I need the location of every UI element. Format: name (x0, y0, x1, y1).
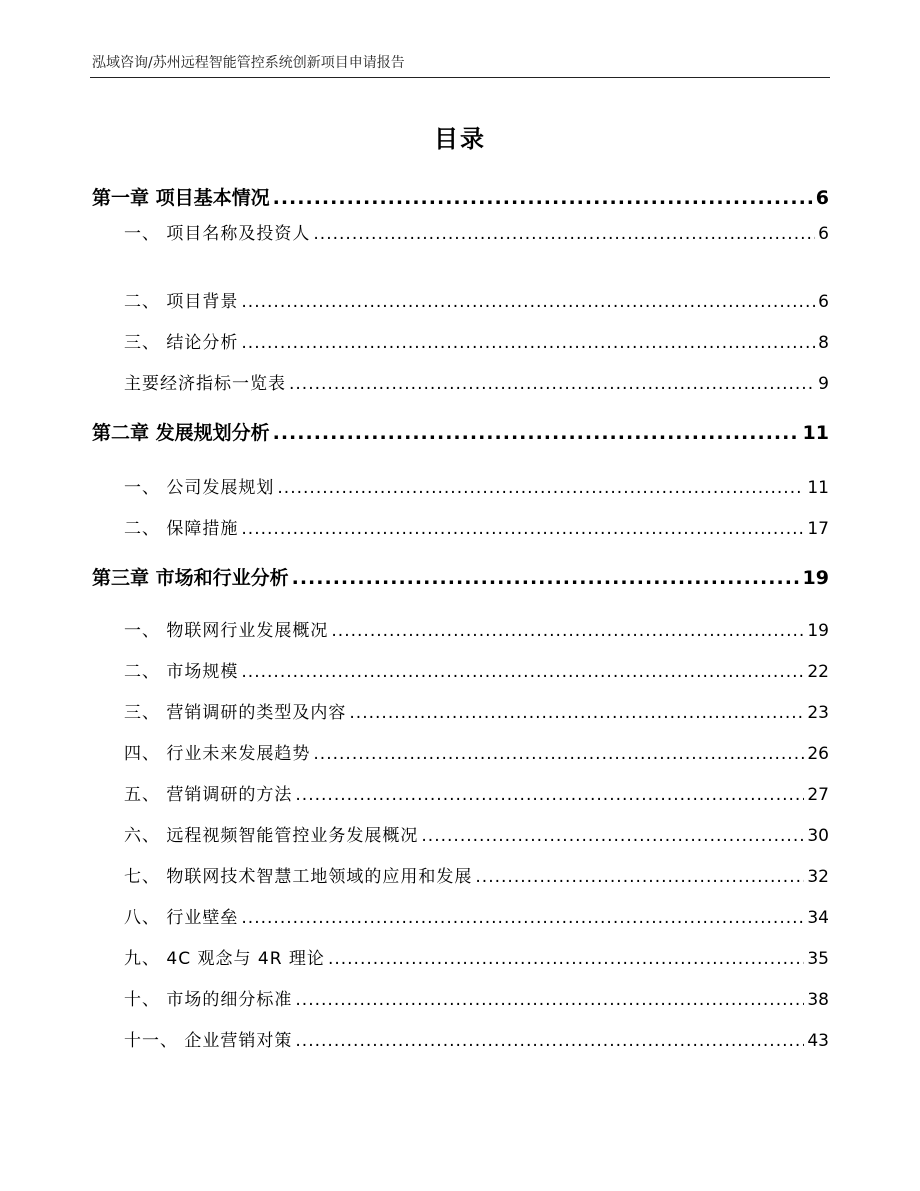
toc-dot-leader (331, 623, 804, 640)
toc-section-item[interactable] (124, 739, 829, 764)
toc-page-number: 43 (807, 1031, 829, 1051)
toc-dot-leader (295, 787, 804, 804)
toc-section-item[interactable] (124, 903, 829, 928)
toc-page-number: 17 (807, 519, 829, 539)
toc-page-number: 27 (807, 785, 829, 805)
toc-page-number: 19 (807, 621, 829, 641)
toc-page-number: 19 (802, 567, 829, 589)
toc-chapter-2[interactable] (92, 418, 829, 445)
toc-dot-leader (241, 521, 804, 538)
toc-section-item[interactable] (124, 698, 829, 723)
toc-entry-label: 八、 行业壁垒 (124, 908, 239, 928)
toc-section-item[interactable] (124, 369, 829, 394)
toc-entry-label: 第三章 市场和行业分析 (92, 567, 289, 589)
toc-page-number: 11 (807, 478, 829, 498)
toc-section-item[interactable] (124, 780, 829, 805)
toc-dot-leader (241, 664, 804, 681)
toc-page-number: 22 (807, 662, 829, 682)
toc-entry-label: 主要经济指标一览表 (124, 374, 286, 394)
toc-section-item[interactable] (124, 616, 829, 641)
toc-dot-leader (289, 376, 815, 393)
toc-entry-label: 三、 营销调研的类型及内容 (124, 703, 347, 723)
toc-dot-leader (475, 869, 804, 886)
toc-entry-label: 六、 远程视频智能管控业务发展概况 (124, 826, 419, 846)
toc-entry-label: 第二章 发展规划分析 (92, 422, 270, 444)
toc-title: 目录 (434, 125, 486, 153)
toc-chapter-1[interactable] (92, 183, 829, 210)
toc-section-item[interactable] (124, 514, 829, 539)
toc-page-number: 6 (818, 292, 829, 312)
toc-page-number: 11 (802, 422, 829, 444)
toc-entry-label: 二、 保障措施 (124, 519, 239, 539)
toc-page-number: 35 (807, 949, 829, 969)
toc-section-item[interactable] (124, 985, 829, 1010)
toc-page-number: 34 (807, 908, 829, 928)
toc-dot-leader (313, 746, 804, 763)
toc-section-item[interactable] (124, 219, 829, 244)
toc-dot-leader (273, 189, 813, 208)
toc-entry-label: 一、 公司发展规划 (124, 478, 275, 498)
toc-dot-leader (349, 705, 804, 722)
toc-dot-leader (241, 910, 804, 927)
toc-entry-label: 三、 结论分析 (124, 333, 239, 353)
toc-entry-label: 二、 项目背景 (124, 292, 239, 312)
toc-dot-leader (241, 294, 815, 311)
toc-page-number: 6 (818, 224, 829, 244)
toc-dot-leader (295, 1033, 804, 1050)
toc-entry-label: 九、 4C 观念与 4R 理论 (124, 949, 325, 969)
toc-page-number: 30 (807, 826, 829, 846)
toc-entry-label: 十一、 企业营销对策 (124, 1031, 293, 1051)
toc-dot-leader (421, 828, 804, 845)
toc-page-number: 23 (807, 703, 829, 723)
header-text: 泓域咨询/苏州远程智能管控系统创新项目申请报告 (92, 55, 405, 71)
toc-dot-leader (277, 480, 804, 497)
toc-entry-label: 七、 物联网技术智慧工地领域的应用和发展 (124, 867, 473, 887)
toc-section-item[interactable] (124, 657, 829, 682)
toc-section-item[interactable] (124, 862, 829, 887)
toc-dot-leader (292, 569, 800, 588)
toc-entry-label: 一、 物联网行业发展概况 (124, 621, 329, 641)
toc-dot-leader (328, 951, 804, 968)
toc-page-number: 9 (818, 374, 829, 394)
toc-entry-label: 五、 营销调研的方法 (124, 785, 293, 805)
toc-page-number: 6 (815, 187, 829, 209)
toc-entry-label: 四、 行业未来发展趋势 (124, 744, 311, 764)
toc-page-number: 8 (818, 333, 829, 353)
toc-dot-leader (295, 992, 804, 1009)
toc-page-number: 38 (807, 990, 829, 1010)
toc-page-number: 26 (807, 744, 829, 764)
toc-section-item[interactable] (124, 473, 829, 498)
toc-section-item[interactable] (124, 287, 829, 312)
toc-entry-label: 二、 市场规模 (124, 662, 239, 682)
toc-dot-leader (273, 424, 800, 443)
toc-entry-label: 一、 项目名称及投资人 (124, 224, 311, 244)
toc-section-item[interactable] (124, 328, 829, 353)
toc-page-number: 32 (807, 867, 829, 887)
toc-entry-label: 十、 市场的细分标准 (124, 990, 293, 1010)
toc-entry-label: 第一章 项目基本情况 (92, 187, 270, 209)
toc-section-item[interactable] (124, 944, 829, 969)
toc-dot-leader (313, 226, 815, 243)
toc-section-item[interactable] (124, 1026, 829, 1051)
toc-chapter-3[interactable] (92, 563, 829, 590)
toc-section-item[interactable] (124, 821, 829, 846)
toc-dot-leader (241, 335, 815, 352)
